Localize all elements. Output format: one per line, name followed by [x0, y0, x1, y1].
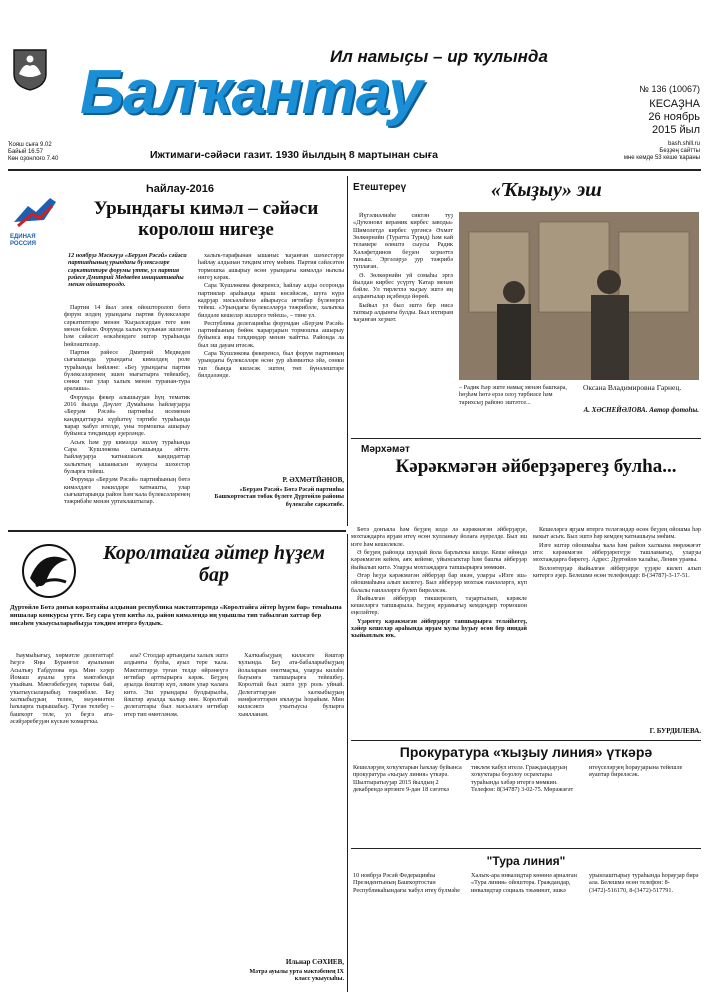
issue-number: № 136 (10067) — [639, 84, 700, 94]
article-body-col2: халыҡ-тарафынан ышаныс ҡаҙанған шәхестәрҙе һайлау алдынан тәҡдим итеү мөһим. Партия сәйәсәтен тормошҡа ашырыу өсөн урындағы кимәлдә ныҡлы нигеҙ кәрәк. Сара Ҡушлөкова фекеренсә, һайлау алды осоронда партиялар араһында ярыш көсәйәсәк, шуға күрә кадрҙар мәсьәләһенә айырыуса иғтибар бүленергә тейеш. «Урындағы бүлексәләрҙә тәжрибәле, халыҡҡа билдәле кешеләр эшләргә тейеш», – тине ул. Республика делегацияһы форумдан «Берҙәм Рәсәй» партияһының бөйөк ҡарарҙарын тормошҡа ашырыу буйынса яңы тәҡдимдәр менән ҡайтты. Районда ла был эш дауам итәсәк. Сара Ҡушлөкова фекеренсә, был форум партияның урындағы бүлексәләре өсөн ҙур әһәмиәткә эйә, сөнки тап бында киләсәк эштең төп йүнәлештәре билдәләнде. — [198, 252, 344, 379]
article-body-col1: Һаумыһығыҙ, хөрмәтле делегаттар! Һеҙгә Яңы Буранғол ауылынан Асылъяҙ Ғабдулова яҙа. Мин хәҙер Йомаш ауылы урта мәктәбендә уҡыйым. Мәктәбебеҙҙең тарихы бай, уҡытыусыларыбыҙ тәжрибәле. Беҙ халҡыбыҙҙың телен, мәҙәниәтен һаҡларға тырышабыҙ. Туған телебеҙ – башҡорт теле, ул беҙгә ата-әсәйҙәребеҙҙән күскән ҡомартҡы. — [10, 652, 114, 725]
column-divider — [347, 534, 348, 992]
article-charity-col2: Кешеләргә ярҙам итергә теләгәндәр өсөн беҙҙең ойошма һәр ваҡыт асыҡ. Был эштә һәр кемдең ҡатнашыуы мөһим. Изге эштәр ойошмаһы ҡала һәм район халҡына мөрәжәғәт итә: кәрәкмәгән әйберҙәрегеҙҙе ташламағыҙ, уларҙы мохтаждарға бирегеҙ. Адрес: Дүртөйлө ҡалаһы, Ленин урамы. Волонтерҙар йыйылған әйберҙәрҙе үҙҙәре килеп алып китергә әҙер. Белешмә өсөн телефондар: 8-(34787)-3-17-51. — [533, 526, 701, 579]
lead: Дүртөйлө Бөтә донъя королтайы алдынан республика мәктәптәрендә «Королтайға әйтер һүҙем бар» темаһына иншалар конкурсы үтте. Беҙ сара үтеп китһә лә, район кимәлендә иң уңышлы тип табылған хаттар бер нисәһен уҡыусыларыбыҙҙа тәҡдим итергә булдыҡ. — [10, 604, 342, 627]
site-info: bash.shill.ru Беҙҙең сайтты мне кемде 53 кеше ҡараны — [570, 141, 700, 162]
article-body: 10 ноябрҙә Рәсәй Федерацияһы Президентының Башҡортостан Республикаһындағы ҡабул итеү бүлмәһе Халыҡ-ара инвалидтар көнөнә арналған «Тура линия» ойоштора. Граждандар, инвалидтар социаль тәьминәт, эшкә урынлаштырыу тураһында һорауҙар бирә ала. Белешмә өсөн телефон: 8-(3472)-516170, 8-(3472)-517791. — [353, 872, 699, 894]
photo-caption-right: Оксана Владимировна Гарнец. — [583, 384, 682, 392]
section-divider — [351, 848, 701, 849]
section-divider — [351, 740, 701, 741]
issue-date: 26 ноябрь — [648, 110, 700, 123]
party-logo-icon — [10, 192, 60, 246]
masthead-subtitle: Ижтимаги-сәйәси газит. 1930 йылдың 8 мартынан сыға — [150, 149, 438, 161]
article-hotline — [351, 850, 701, 990]
article-body-col1: Партия 14 йыл элек ойошторолоп бөтә форум илдең урындағы партия бүлексәләре сәркәтиптәре менән Ҡыҙылсардан теге көн менән бәйле. Форумда халыҡ ҡулынан эшләгән һәм сәйәсәт өлкәһендәге эштәр тураһында һөйләштеләр. Партия рәйесе Дмитрий Медведев сығышында урындағы кимәлдең роле тураһында һөйләне: «Беҙ урындағы партия бүлексәләренең эшен нығытырға тейешбеҙ, сөнки тап улар халыҡ менән туранан-тура аралаша». Форумда фекер алышыуҙан һуң тематик 2016 йылда Дәүләт Думаһына һайлауҙарҙа «Берҙәм Рәсәй» партияһы исеменән кандидаттарҙы күрһәтеү тәртибе тураһында ҡарар ҡабул ителде, уны тормошҡа ашырыу буйынса тәҡдимдәр әҙерләнде. Асыҡ һәм ҙур кимәлдә эшләү тураһында Сара Ҡушлөкова сығышында әйтте. Һайлауҙарҙа ҡатнашасаҡ кандидаттар халыҡтың ышанысын яулаусы шәхестәр булырға тейеш. Форумда «Берҙәм Рәсәй» партияһының бөтә кимәлдәге вәкилдәре ҡатнашты, улар сығыштарында район һәм ҡала бүлексәләренең тәжрибәһе менән уртаҡлаштылар. — [64, 304, 190, 506]
masthead-divider — [8, 169, 701, 171]
issue-year: 2015 йыл — [652, 124, 700, 137]
slogan: Ил намыҫы – ир ҡулында — [330, 47, 548, 66]
section-divider — [351, 438, 701, 439]
headline: Урындағы кимәл – сәйәси королош нигеҙе — [93, 198, 319, 240]
photo-author: А. ХӘСНЕЙӘЛОВА. Автор фотоһы. — [583, 406, 699, 414]
newspaper-title: Балҡантау — [80, 58, 422, 127]
headline: Прокуратура «ҡыҙыу линия» үткәрә — [399, 744, 653, 760]
article-hot-work — [351, 174, 701, 436]
author-note: Мәтрә ауылы урта мәктәбенең IX класс уҡыусыһы. — [249, 968, 344, 983]
headline: "Тура линия" — [486, 854, 566, 868]
party-name: ЕДИНАЯ РОССИЯ — [10, 234, 36, 248]
article-body: Йүгәлиәлиәһе сиктән туҙ «Дуҡоновл керамик кирбес заводы» Шимолетдә кирбес үргәнсә Әхмәт Зөлкөрнәйн (Туратта Турид) һәм кай теламере өлөштә сыусы Радик Хәләфетдинов беҙҙен хеҙмәттә таныш. Эргәләрҙә ҙур тәжрибә туплаған. Ә. Зөлкөрнәйн уй сомаһы эргә йылдан кирбес усүртү Ҡатар менән бәйле. Ул тирлетлә ҡыҙыу эштә иң алдынғылар иҫәбендә йөрөй. Быйыл ул был эштә бер нисә тапҡыр алдынғы булды. Был ихтирам ҡаҙанған хеҙмәт. — [353, 212, 453, 324]
author-signature: Р. ӘХМӘТЙӘНОВ, — [282, 476, 344, 484]
article-charity — [351, 440, 701, 522]
article-body-col3: Халҡыбыҙҙың киләсәге йәштәр ҡулында. Беҙ ата-бабаларыбыҙҙың йолаларын онотмаҫҡа, уларҙы киләһе быуынға тапшырырға тейешбеҙ. Королтай был эштә ҙур роль уйнай. Делегаттарҙан халҡыбыҙҙың мәнфәғәттәрен яҡлауҙы һорайым. Мин киләсәктә уҡытыусы булырға хыялланам. — [238, 652, 344, 718]
masthead — [0, 0, 707, 170]
issue-info — [600, 84, 700, 137]
article-kurultai — [8, 534, 346, 994]
kicker: Һайлау-2016 — [146, 183, 214, 195]
section-divider — [8, 530, 346, 532]
article-charity-col1: Бөтә донъяла һәм беҙҙең илдә лә кәрәкмәгән әйберҙәрҙе, мохтаждарға ярҙам итеү өсөн ҡулланыу йолаға әүерелде. Был эш изге һәм кешелекле. Ә беҙҙең районда шундай йола барлыҡҡа килде. Кеше өйөндә кәрәкмәгән кейем, аяҡ кейеме, уйынсыҡтар һәм башҡа әйберҙәр йыйылып китә. Уларҙы мохтаждарға тапшырырға мөмкин. Әгәр һеҙҙә кәрәкмәгән әйберҙәр бар икән, уларҙы «Изге эш» ойошмаһына алып килегеҙ. Был әйберҙәр мохтаж ғаиләләргә, күп балалы ғаиләләргә бүлеп биреләсәк. Йыйылған әйберҙәр тикшерелеп, таҙартылып, кәрәкле кешеләргә тапшырыла. Һеҙҙең ярҙамығыҙ кемдеңдер тормошон еңеләйтер. Үҙәрегеҙ кәрәкмәгән әйберҙәрҙе тапшырырға теләйһегеҙ, хәйер кешеләр араһында ярҙам ҡулы һуҙыу өсөн бер ниндәй ҡыйынлыҡ юҡ. — [351, 526, 527, 640]
article-body-col2: ала? Столдар артындағы халыҡ эштә алдынғы булһа, ауыл тере ҡала. Мәктәптәрҙә туған телде өйрәнеүгә иғтибар арттырырға кәрәк. Беҙҙең ауылда йәштәр күп, ләкин улар ҡалаға китә. Эш урындары булдырылһа, йәштәр ауылда ҡалыр ине. Королтай делегаттары был мәсьәләгә иғтибар итер тип өмөтләнәм. — [124, 652, 228, 718]
lead: 12 ноябрҙә Мәскәүҙә «Берҙәм Рәсәй» сәйәси партияһының урындағы бүлексәләре сәркәтиптәре форумы үтте, ул партия рәйесе Дмитрий Медведев инициативаһы менән ойошторолдо. — [68, 252, 187, 289]
column-divider — [347, 176, 348, 526]
author-signature: Ильнар СӘХИЕВ, — [285, 958, 344, 966]
coat-of-arms-icon — [12, 48, 48, 92]
workers-photo — [459, 212, 699, 380]
issue-weekday: КЕСАҘНА — [649, 97, 700, 110]
author-note: «Берҙәм Рәсәй» Бөтә Рәсәй партияһы Башҡортостан төбәк бүлеге Дүртөйлө районы бүлексәһе сәркәтибе. — [214, 486, 344, 508]
kurultai-emblem-icon — [16, 542, 82, 600]
site-link[interactable]: bash.shill.ru — [667, 141, 700, 147]
article-body: Кешеләрҙең хоҡуҡтарын һаҡлау буйынса прокуратура «ҡыҙыу линия» үткәрә. Шылтыратыуҙар 2015 йылдың 2 декабрендә иртәнге 9-дан 18 сәғәткә тиклем ҡабул ителә. Граждандарҙың хоҡуҡтары боҙолоу осраҡтары тураһында хәбәр итергә мөмкин. Телефон: 8(34787) 3-02-75. Мөрәжәғәт итеүселәрҙең һорауҙарына тейешле яуаптар биреләсәк. — [353, 764, 683, 793]
author-signature: Г. БУРДИЛЕВА. — [649, 727, 701, 735]
kicker: Мәрхәмәт — [361, 444, 410, 455]
headline: Королтайға әйтер һүҙем бар — [103, 542, 325, 586]
article-election — [8, 172, 346, 524]
kicker: Етештереү — [353, 182, 407, 193]
article-prosecutor — [351, 742, 701, 842]
headline: Кәрәкмәгән әйберҙәрегеҙ булһа... — [395, 456, 677, 477]
sun-info: Ҡояш сыға 9.02 Байый 16.57 Көн оҙонлоғо 7.40 — [8, 142, 59, 162]
photo-caption-left: – Радик Һәр эште намыҫ менән башҡара, һөҙһәм һөтә ерзә олоҙ тәрбиәсе һәм тарихсыҙ районо эштәтсе... — [459, 384, 568, 406]
headline: «Ҡыҙыу» эш — [491, 179, 602, 201]
